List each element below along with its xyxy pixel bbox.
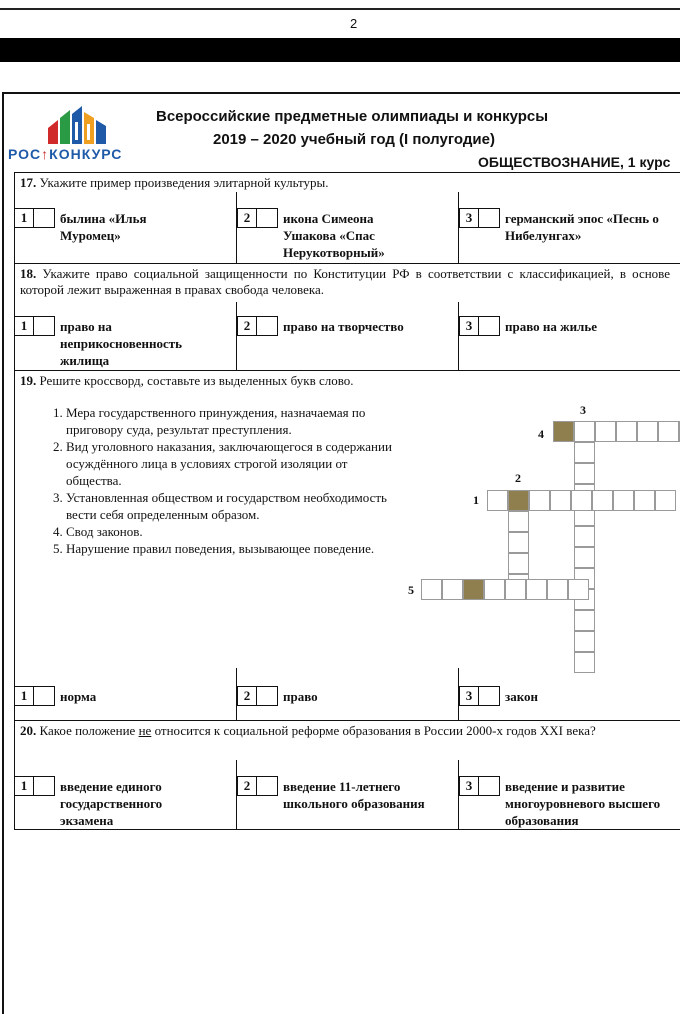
clue-item: 3. Установленная обществом и государством необходимость вести себя определенным образом. — [66, 489, 406, 523]
crossword-highlight-cell[interactable] — [508, 490, 529, 511]
crossword-cell[interactable] — [595, 421, 616, 442]
crossword-cell[interactable] — [658, 421, 679, 442]
crossword-cell[interactable] — [547, 579, 568, 600]
option-text: закон — [505, 689, 539, 704]
olympiad-title: Всероссийские предметные олимпиады и конкурсы — [156, 108, 549, 125]
crossword-number: 5 — [408, 583, 414, 597]
crossword-cell[interactable] — [505, 579, 526, 600]
column-divider — [458, 302, 459, 370]
scan-black-bar — [0, 38, 680, 62]
crossword-cell[interactable] — [484, 579, 505, 600]
option-text: введение единого государственного экзамена — [60, 779, 163, 828]
option-text: право на неприкосновенность жилища — [60, 319, 183, 368]
crossword-cell[interactable] — [550, 490, 571, 511]
answer-checkbox[interactable] — [256, 686, 278, 706]
question-18: 18. Укажите право социальной защищенности по Конституции РФ в соответствии с классификацией, в основе которой лежит выраженная в правах свобода человека. — [20, 266, 670, 297]
divider — [14, 720, 680, 721]
option-number: 2 — [237, 776, 257, 796]
crossword-cell[interactable] — [574, 526, 595, 547]
option-number: 1 — [14, 208, 34, 228]
option-number: 2 — [237, 316, 257, 336]
option-text: право — [283, 689, 318, 704]
subject-title: ОБЩЕСТВОЗНАНИЕ, 1 курс — [478, 154, 671, 170]
option-number: 1 — [14, 776, 34, 796]
option-number: 2 — [237, 686, 257, 706]
crossword-cell[interactable] — [574, 652, 595, 673]
answer-checkbox[interactable] — [33, 776, 55, 796]
option-number: 2 — [237, 208, 257, 228]
crossword-highlight-cell[interactable] — [463, 579, 484, 600]
crossword-cell[interactable] — [508, 511, 529, 532]
question-20: 20. Какое положение не относится к социальной реформе образования в России 2000-х годов XXI века? — [20, 723, 596, 738]
question-19: 19. Решите кроссворд, составьте из выделенных букв слово. — [20, 373, 354, 388]
crossword-number: 2 — [515, 471, 521, 485]
answer-checkbox[interactable] — [33, 686, 55, 706]
option-number: 3 — [459, 208, 479, 228]
logo-wordmark: РОС↑КОНКУРС — [8, 146, 123, 162]
page-number: 2 — [350, 16, 358, 31]
academic-year: 2019 – 2020 учебный год (I полугодие) — [213, 131, 495, 148]
crossword-number: 1 — [473, 493, 479, 507]
crossword-cell[interactable] — [592, 490, 613, 511]
crossword-cell[interactable] — [574, 610, 595, 631]
answer-checkbox[interactable] — [478, 686, 500, 706]
clue-item: 2. Вид уголовного наказания, заключающегося в содержании осуждённого лица в условиях строгой изоляции от общества. — [66, 438, 406, 489]
crossword-highlight-cell[interactable] — [553, 421, 574, 442]
crossword-cell[interactable] — [526, 579, 547, 600]
crossword-cell[interactable] — [574, 631, 595, 652]
clue-item: 1. Мера государственного принуждения, назначаемая по приговору суда, результат преступления. — [66, 404, 406, 438]
option-number: 1 — [14, 316, 34, 336]
option-text: право на творчество — [283, 319, 404, 334]
crossword-number: 4 — [538, 427, 544, 441]
crossword-cell[interactable] — [568, 579, 589, 600]
crossword-cell[interactable] — [634, 490, 655, 511]
option-text: право на жилье — [505, 319, 597, 334]
crossword-cell[interactable] — [487, 490, 508, 511]
crossword-cell[interactable] — [442, 579, 463, 600]
column-divider — [236, 302, 237, 370]
crossword-cell[interactable] — [421, 579, 442, 600]
question-17: 17. Укажите пример произведения элитарной культуры. — [20, 175, 329, 190]
divider — [14, 263, 680, 264]
option-number: 3 — [459, 776, 479, 796]
crossword-cell[interactable] — [616, 421, 637, 442]
divider — [14, 370, 680, 371]
crossword-cell[interactable] — [571, 490, 592, 511]
crossword-cell[interactable] — [529, 490, 550, 511]
crossword-cell[interactable] — [574, 463, 595, 484]
crossword-cell[interactable] — [655, 490, 676, 511]
answer-checkbox[interactable] — [478, 776, 500, 796]
crossword-cell[interactable] — [508, 532, 529, 553]
answer-checkbox[interactable] — [33, 208, 55, 228]
logo-arrow-icon: ↑ — [41, 146, 50, 162]
option-text: норма — [60, 689, 97, 704]
answer-checkbox[interactable] — [33, 316, 55, 336]
previous-page-edge — [0, 0, 680, 10]
crossword-cell[interactable] — [574, 547, 595, 568]
crossword-cell[interactable] — [574, 442, 595, 463]
answer-checkbox[interactable] — [478, 316, 500, 336]
answer-checkbox[interactable] — [478, 208, 500, 228]
answer-checkbox[interactable] — [256, 776, 278, 796]
option-text: введение и развитие многоуровневого высшего образования — [505, 779, 661, 828]
divider — [14, 172, 680, 173]
clue-item: 4. Свод законов. — [66, 523, 406, 540]
clue-item: 5. Нарушение правил поведения, вызывающее поведение. — [66, 540, 406, 557]
answer-checkbox[interactable] — [256, 316, 278, 336]
option-number: 1 — [14, 686, 34, 706]
crossword-cell[interactable] — [637, 421, 658, 442]
option-text: былина «Илья Муромец» — [60, 211, 147, 243]
option-text: введение 11-летнего школьного образования — [283, 779, 425, 811]
crossword-cell[interactable] — [574, 421, 595, 442]
logo-buildings-icon — [42, 104, 122, 146]
crossword-clues — [24, 404, 406, 557]
option-number: 3 — [459, 316, 479, 336]
option-text: икона Симеона Ушакова «Спас Нерукотворный» — [283, 211, 385, 260]
crossword-cell[interactable] — [613, 490, 634, 511]
crossword-number: 3 — [580, 403, 586, 417]
answer-checkbox[interactable] — [256, 208, 278, 228]
crossword-cell[interactable] — [508, 553, 529, 574]
option-number: 3 — [459, 686, 479, 706]
table-left-border — [14, 172, 15, 830]
divider — [14, 829, 680, 830]
option-text: германский эпос «Песнь о Нибелунгах» — [505, 211, 659, 243]
